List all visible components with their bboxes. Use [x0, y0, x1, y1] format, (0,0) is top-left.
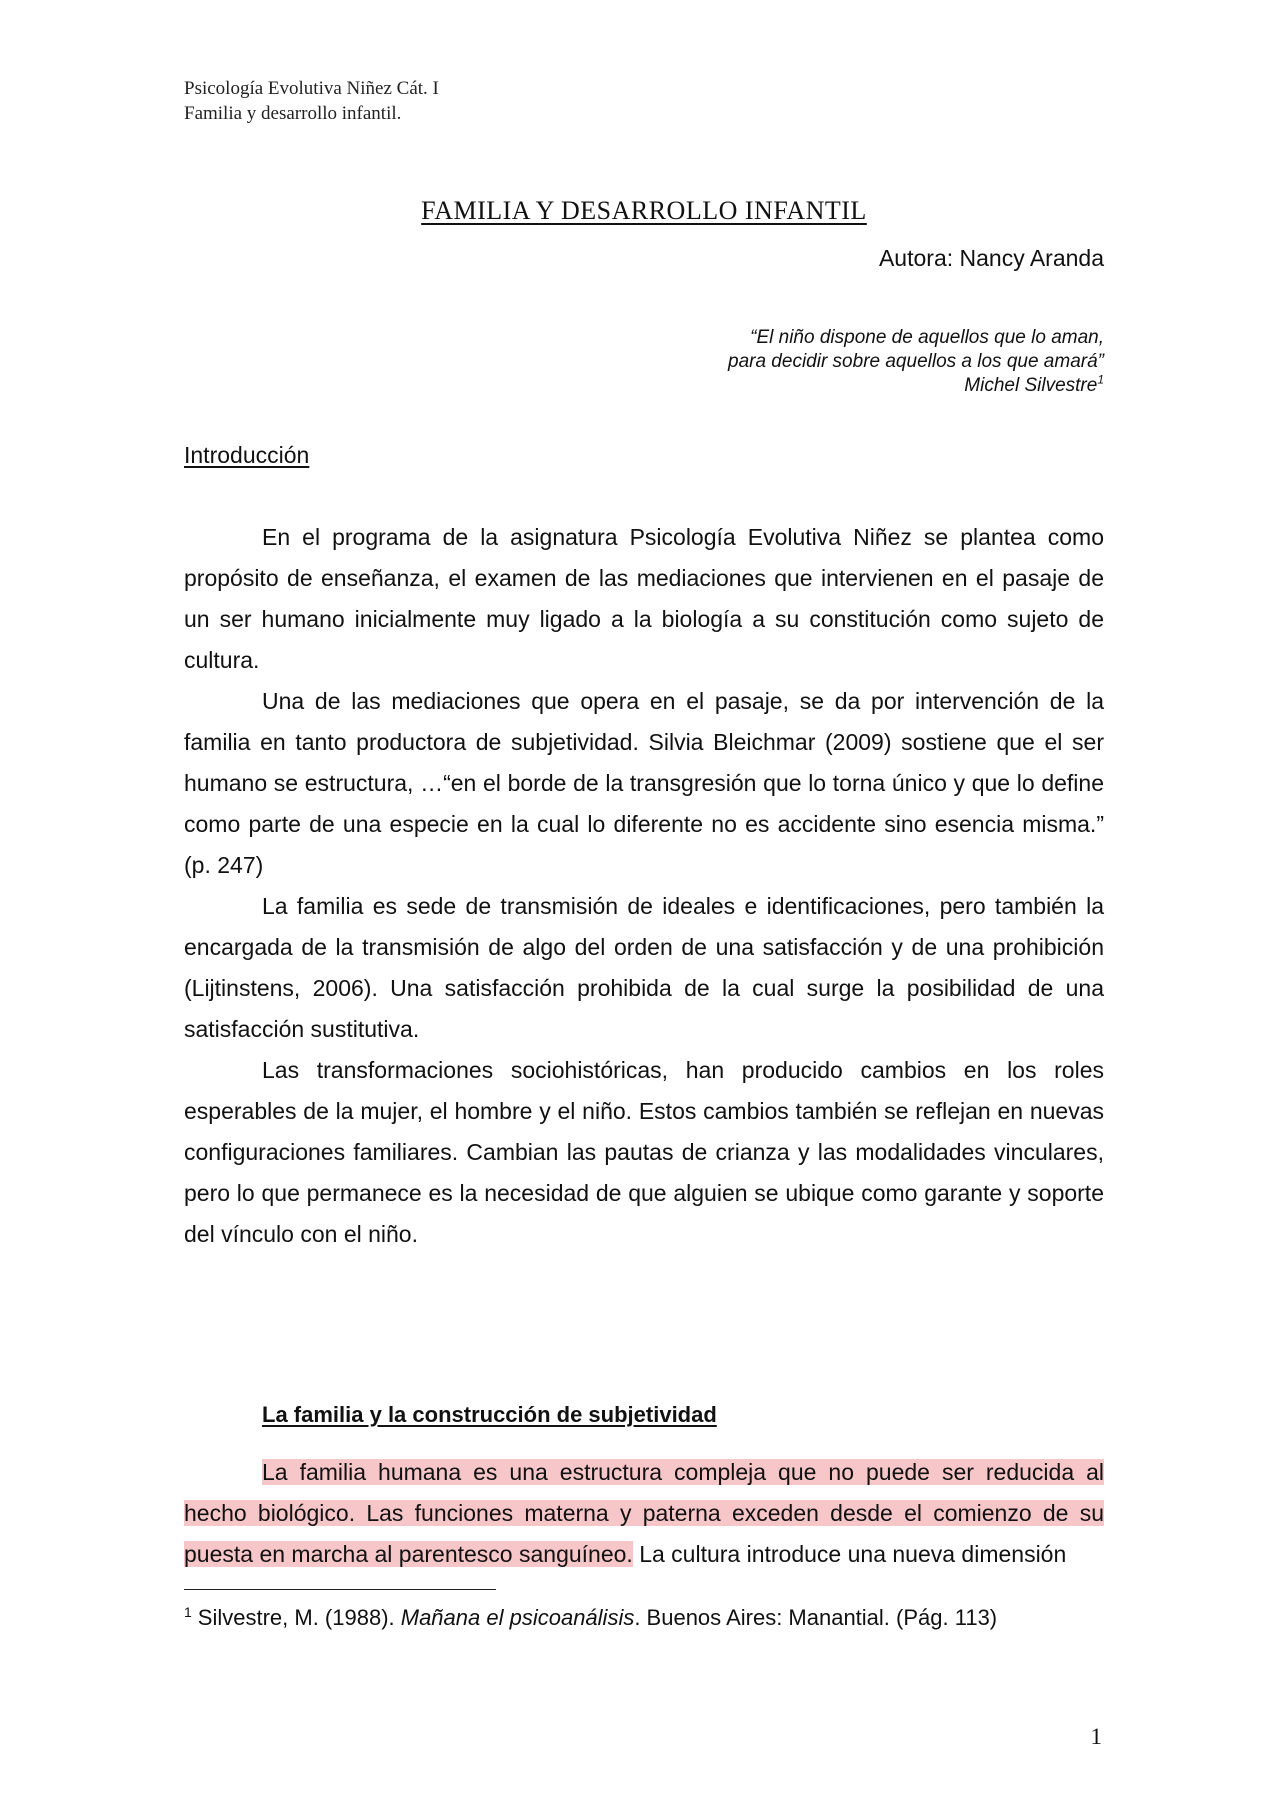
header-course-line: Psicología Evolutiva Niñez Cát. I	[184, 78, 439, 99]
footnote-number: 1	[184, 1603, 192, 1620]
header-topic-line: Familia y desarrollo infantil.	[184, 103, 402, 124]
document-title: FAMILIA Y DESARROLLO INFANTIL	[421, 196, 867, 225]
paragraph: La familia es sede de transmisión de ideales e identificaciones, pero también la encargada de la transmisión de algo del orden de una satisfacción y de una prohibición (Lijtinstens, 2006). Una satisfacción prohibida de la cual surge la posibilidad de una satisfacción sustitutiva.	[184, 893, 1104, 1042]
paragraph: En el programa de la asignatura Psicología Evolutiva Niñez se plantea como propósito de enseñanza, el examen de las mediaciones que intervienen en el pasaje de un ser humano inicialmente muy ligado a la biología a su constitución como sujeto de cultura.	[184, 524, 1104, 673]
intro-body	[184, 517, 1104, 1255]
footnote-reference: 1	[1097, 372, 1104, 387]
paragraph: Una de las mediaciones que opera en el pasaje, se da por intervención de la familia en tanto productora de subjetividad. Silvia Bleichmar (2009) sostiene que el ser humano se estructura, …“en el borde de la transgresión que lo torna único y que lo define como parte de una especie en la cual lo diferente no es accidente sino esencia misma.” (p. 247)	[184, 688, 1104, 878]
footnote-separator	[184, 1589, 496, 1590]
footnote	[184, 1603, 997, 1633]
epigraph	[728, 326, 1104, 398]
section-heading-familia-subjetividad: La familia y la construcción de subjetividad	[262, 1402, 717, 1427]
section-heading-introduccion: Introducción	[184, 442, 310, 468]
epigraph-line-1: “El niño dispone de aquellos que lo aman,	[750, 327, 1104, 348]
author-line: Autora: Nancy Aranda	[878, 245, 1104, 271]
paragraph	[184, 1452, 1104, 1575]
paragraph: Las transformaciones sociohistóricas, han producido cambios en los roles esperables de la mujer, el hombre y el niño. Estos cambios también se reflejan en nuevas configuraciones familiares. Cambian las pautas de crianza y las modalidades vinculares, pero lo que permanece es la necesidad de que alguien se ubique como garante y soporte del vínculo con el niño.	[184, 1057, 1104, 1247]
page-number: 1	[1090, 1724, 1102, 1749]
footnote-citation-end: . Buenos Aires: Manantial. (Pág. 113)	[634, 1605, 998, 1630]
epigraph-attribution	[728, 374, 1104, 398]
paragraph-continuation: La cultura introduce una nueva dimensión	[632, 1541, 1067, 1567]
footnote-citation-start: Silvestre, M. (1988).	[197, 1605, 401, 1630]
epigraph-line-2: para decidir sobre aquellos a los que amará”	[728, 351, 1104, 372]
footnote-book-title: Mañana el psicoanálisis	[400, 1605, 635, 1630]
running-header	[184, 76, 439, 126]
highlighted-passage: La familia humana es una estructura compleja que no puede ser reducida al hecho biológico. Las funciones materna y paterna exceden desde el comienzo de su puesta en marcha al parentesco sanguíneo.	[184, 1459, 1104, 1567]
section2-body	[184, 1452, 1104, 1575]
epigraph-author: Michel Silvestre	[964, 375, 1098, 396]
